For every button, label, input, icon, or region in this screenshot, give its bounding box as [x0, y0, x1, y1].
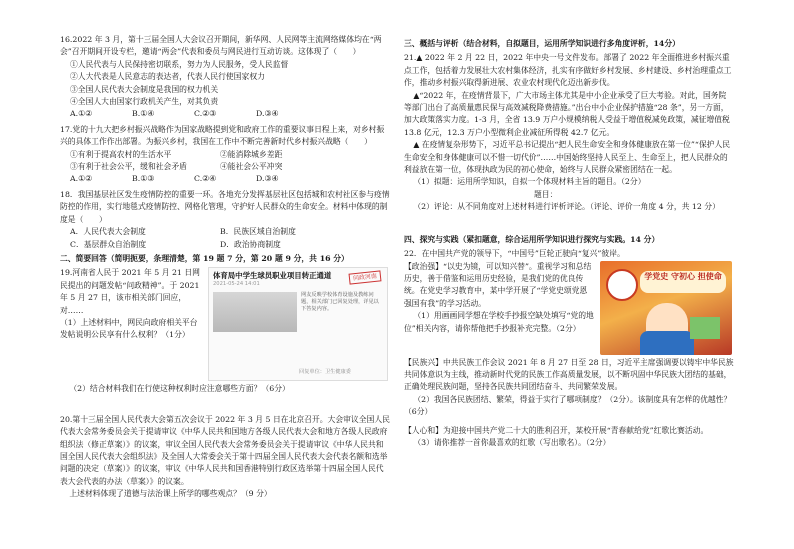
- q20-question: 上述材料体现了道德与法治课上所学的哪些观点？（9 分）: [69, 489, 272, 499]
- poster-emblem-icon: [606, 269, 638, 301]
- q16-option-1: ①人民代表与人民保持密切联系，努力为人民服务，受人民监督: [70, 59, 289, 69]
- q19-sub2: （2）结合材料我们在行使这种权利时应注意哪些方面？（6分）: [69, 384, 290, 394]
- q20-stem: 20.第十三届全国人民代表大会第五次会议于 2022 年 3 月 5 日在北京召开。大会审议全国人民代表大会常务委员会关于提请审议《中华人民共和国地方各级人民代表大会和地方各级人民政府组织法（修正草案）》的议案，审议全国人民代表大会常务委员会关于提请审议《中华人民共和国全国人民代表大会组织法》及全国人大常委会关于第十四届全国人民代表大会代表名额和选举问题的决定（草案）》的议案，审议《中华人民共和国香港特别行政区选举第十四届全国人民代表大会代表的办法（草案）》的议案。: [60, 414, 390, 486]
- q18-choices-row-2: [60, 239, 390, 251]
- poster-banner-text: 学党史 守初心 担使命: [640, 271, 726, 293]
- news-meta: 2021-05-24 14:01: [213, 281, 260, 288]
- q21-sub2: （2）评论：从不同角度对上述材料进行评析评论。（评论、评价一角度 4 分，共 12 分）: [413, 202, 720, 212]
- q17-option-2: ②能消除城乡差距: [220, 149, 283, 159]
- q21-title-label: 题目：: [534, 189, 558, 199]
- q21-para-2: ▲“2022 年，在疫情背景下，广大市场主体尤其是中小企业承受了巨大考验。对此，国务院等部门出台了高质量惠民保与高效减税降费措施。”出台中小企业保护措施“28 条”，另一方面，加大政策落实力度。1-3 月，全省 13.9 万户小规模纳税人受益于增值税减免政策，减征增值税 13.8 亿元，12.3 万户小型微利企业减征所得税 42.7 亿元。: [404, 90, 733, 137]
- q19-sub1: （1）上述材料中，网民向政府相关平台发帖说明公民享有什么权利？（1分）: [60, 317, 198, 340]
- q17-options-row-1: [60, 149, 390, 161]
- q16-stem: 16.2022 年 3 月，第十三届全国人大会议召开期间，新华网、人民网等主流网络媒体均在“两会”召开期间开设专栏，邀请“两会”代表和委员与网民进行互动访谈。这体现了（ ）: [60, 35, 382, 57]
- q17-option-1: ①有利于提高农村的生活水平: [70, 149, 172, 159]
- q16-option-2: ②人大代表是人民意志的表达者，代表人民行使国家权力: [70, 72, 265, 82]
- left-column: [60, 34, 390, 501]
- section-4-heading: 四、探究与实践（紧扣题意，综合运用所学知识进行探究与实践。14 分）: [404, 234, 660, 244]
- q17-choice-c: C.②④: [194, 174, 217, 184]
- q18-choice-c: C．基层群众自治制度: [70, 239, 147, 249]
- q17-choices: [60, 173, 390, 185]
- q16-choice-a: A.①②: [70, 109, 93, 119]
- q16-choice-b: B.①④: [132, 109, 155, 119]
- q17-option-4: ④能社会公平冲突: [220, 162, 283, 172]
- q19-block: [60, 267, 390, 379]
- q18-stem: 18．我国基层社区发生疫情防控的重要一环。各地充分发挥基层社区包括城和农村社区参与疫情防控的作用，实行地毯式疫情防控、网格化管理，守护好人民群众的生命安全。材料中体现的制度是（ ）: [60, 189, 390, 224]
- q21-sub1: （1）拟题：运用所学知识，自拟一个体现材料主旨的题目。（2分）: [413, 177, 646, 187]
- section-3-heading: 三、概括与评析（结合材料，自拟题目，运用所学知识进行多角度评析，14分）: [404, 39, 680, 48]
- q19-text-area: [60, 267, 202, 341]
- q22-sub2: （2）我国各民族团结、繁荣，得益于实行了哪项制度？（2分）。该制度具有怎样的优越性？（6分）: [404, 394, 732, 417]
- q16-option-3: ③全国人民代表大会制度是我国的权力机关: [70, 84, 219, 94]
- q19-stem: 19.河南省人民于 2021 年 5 月 21 日网民提出的问题发帖“问政精神”。于 2021 年 5 月 27 日，该市相关部门回应，对……: [60, 268, 202, 315]
- poster-child-shirt: [640, 331, 694, 355]
- q17-choice-b: B.①③: [132, 174, 155, 184]
- q18-choice-a: A．人民代表大会制度: [70, 227, 146, 237]
- news-stamp: 问政河南: [348, 271, 381, 285]
- news-photo: [213, 292, 297, 332]
- section-2-heading: 二、简要回答（简明扼要，条理清楚，第 19 题 7 分，第 20 题 9 分，共 16 分）: [60, 253, 349, 263]
- q22-stem: 22．在中国共产党的领导下，“中国号”巨轮正驶向“复兴”彼岸。: [404, 249, 625, 259]
- q22-sub3: （3）请你推荐一首你最喜欢的红歌（写出歌名）。（2分）: [413, 437, 611, 447]
- q22-sub1: （1）用画画同学想在学校手抄报空缺处填写“党的地位”相关内容，请你帮他把手抄报补充完整。（2分）: [404, 311, 594, 333]
- q17-option-3: ③有利于社会公平，缓和社会矛盾: [70, 162, 187, 172]
- q18-choice-b: B．民族区域自治制度: [220, 227, 296, 237]
- right-column: [404, 36, 734, 449]
- q17-choice-a: A.①②: [70, 174, 93, 184]
- news-title: 体育局中学生球员职业项目转正通道: [213, 271, 332, 281]
- q16-choice-c: C.②③: [194, 109, 217, 119]
- q17-stem: 17.党的十九大把乡村振兴战略作为国家战略提到党和政府工作的重要议事日程上来，对乡村振兴的具体工作作出部署。为振兴乡村，我国在工作中不断完善新时代乡村振兴战略（ ）: [60, 124, 385, 147]
- q22-para-2: 【民族兴】中共民族工作会议 2021 年 8 月 27 日至 28 日，习近平主席强调要以铸牢中华民族共同体意识为主线，推动新时代党的民族工作高质量发展，以不断巩固中华民族大团结的基础，正确处理民族问题，坚持各民族共同团结奋斗、共同繁荣发展。: [404, 357, 734, 392]
- q22-para-3: 【人心和】为迎接中国共产党二十大的胜利召开，某校开展“青春献给党”红歌比赛活动。: [404, 425, 709, 435]
- q22-block: [404, 261, 734, 357]
- q18-choices-row-1: [60, 226, 390, 238]
- q18-choice-d: D．政治协商制度: [220, 239, 281, 249]
- q21-para-3: ▲ 在疫情复杂形势下，习近平总书记提出“把人民生命安全和身体健康放在第一位”“保护人民生命安全和身体健康可以不惜一切代价”……中国始终坚持人民至上、生命至上，把人民群众的利益放在第一位，体现执政为民的初心使命，始终与人民群众紧密团结在一起。: [404, 140, 731, 175]
- poster-book-icon: [690, 317, 720, 339]
- q17-options-row-2: [60, 161, 390, 173]
- news-screenshot: [208, 267, 388, 381]
- q22-text-area: [404, 261, 596, 335]
- q22-para-1: 【政治强】“以史为镜，可以知兴替”。重视学习和总结历史，善于借鉴和运用历史经验，是我们党的优良传统。在党史学习教育中，某中学开展了“学党史颂党恩 强国有我”的学习活动。: [404, 261, 592, 308]
- q17-choice-d: D.③④: [256, 174, 279, 184]
- q16-choices: [60, 108, 390, 120]
- q21-stem: 21.▲ 2022 年 2 月 22 日，2022 年中央一号文件发布。部署了 2022 年全面推进乡村振兴重点工作，包括着力发展壮大农村集体经济，扎实有序做好乡村发展、乡村建设、乡村治理重点工作，推动乡村振兴取得新进展、农业农村现代化迈出新步伐。: [404, 53, 732, 88]
- handwritten-poster-image: [600, 261, 732, 355]
- q16-option-4: ④全国人大由国家行政机关产生，对其负责: [70, 97, 219, 107]
- q16-choice-d: D.③④: [256, 109, 279, 119]
- news-footer: 回复单位：卫生健康委: [299, 369, 351, 376]
- news-body: 网友反映学校体育设施及教练问题，相关部门已回复处理，详见以下答复内容。: [301, 292, 379, 313]
